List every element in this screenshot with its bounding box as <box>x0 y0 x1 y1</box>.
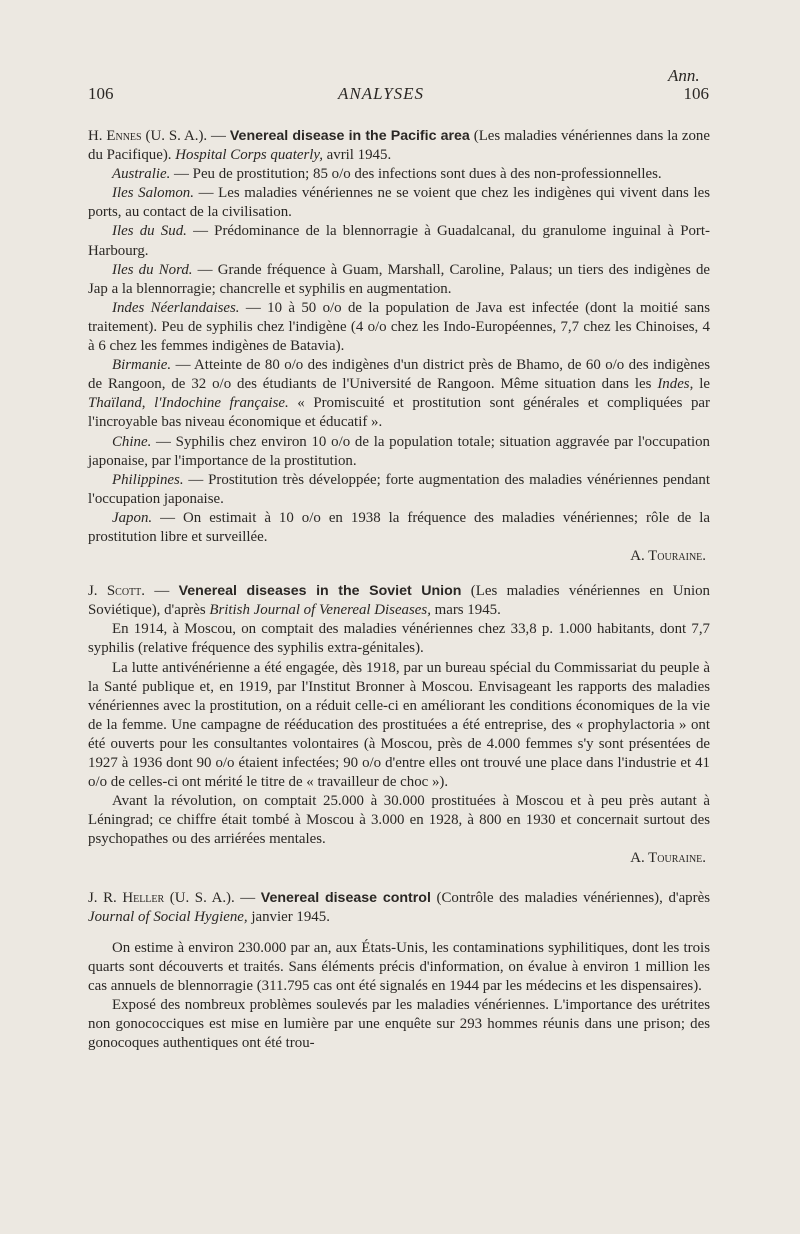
signature: A. Touraine. <box>630 548 706 565</box>
paragraph: Japon. — On estimait à 10 o/o en 1938 la fréquence des maladies vénériennes; rôle de la prostitution libre et surveillée. <box>88 509 710 545</box>
running-header <box>88 84 709 106</box>
page-number-right: 106 <box>683 84 709 103</box>
paragraph: Avant la révolution, on comptait 25.000 à 30.000 prostituées à Moscou et à peu près autant à Léningrad; ce chiffre était tombé à Moscou à 3.000 en 1928, à 800 en 1930 et concernait surtout des psychopathes ou des arriérées mentales. <box>88 793 710 848</box>
article-heading: J. R. Heller (U. S. A.). — Venereal disease control (Contrôle des maladies vénériennes), d'après Journal of Social Hygiene, janvier 1945. <box>88 889 710 925</box>
article-heading: J. Scott. — Venereal diseases in the Soviet Union (Les maladies vénériennes en Union Soviétique), d'après British Journal of Venereal Diseases, mars 1945. <box>88 583 711 619</box>
paragraph: Iles Salomon. — Les maladies vénériennes ne se voient que chez les indigènes qui vivent dans les ports, au contact de la civilisation. <box>88 185 711 221</box>
article-source: Hospital Corps quaterly, <box>175 147 323 164</box>
paragraph: Indes Néerlandaises. — 10 à 50 o/o de la population de Java est infectée (dont la moitié sans traitement). Peu de syphilis chez l'indigène (4 o/o chez les Indo-Européennes, 7,7 chez les Chinoises, 4 à 6 chez les femmes indigènes de Batavia). <box>88 299 710 355</box>
article-author: J. Scott. <box>88 583 145 600</box>
article-source: British Journal of Venereal Diseases, <box>209 602 431 619</box>
article-scott <box>88 582 710 868</box>
article-author: J. R. Heller <box>88 889 165 906</box>
paragraph: Iles du Nord. — Grande fréquence à Guam, Marshall, Caroline, Palaus; un tiers des indigènes de Jap a la blennorragie; chancrelle et syphilis en augmentation. <box>88 261 710 297</box>
annee-marker: Ann. <box>668 66 700 85</box>
paragraph: Chine. — Syphilis chez environ 10 o/o de la population totale; situation aggravée par l'occupation japonaise, par l'importance de la prostitution. <box>88 433 710 469</box>
paragraph: On estime à environ 230.000 par an, aux États-Unis, les contaminations syphilitiques, dont les trois quarts sont découverts et traités. Sans éléments précis d'information, on évalue à environ 1 million les cas annuels de blennorragie (311.795 cas ont été signalés en 1944 par les médecins et les dispensaires). <box>88 939 710 994</box>
article-source: Journal of Social Hygiene, <box>88 908 248 925</box>
paragraph: La lutte antivénérienne a été engagée, dès 1918, par un bureau spécial du Commissariat du peuple à la Santé publique et, en 1919, par l'Institut Bronner à Moscou. Envisageant les rapports des maladies vénériennes avec la prostitution, on a réduit celle-ci en améliorant les conditions économiques de la vie de la femme. Une campagne de rééducation des prostituées a été entreprise, des « prophylactoria » ont été ouverts pour les consultantes volontaires (à Moscou, près de 4.000 femmes s'y sont présentées de 1927 à 1936 dont 90 o/o étaient infectées; 90 o/o d'entre elles ont trouvé une place dans l'industrie et 41 o/o de celles-ci ont mérité le titre de « travailleur de choc »). <box>88 659 710 791</box>
article-ennes <box>88 127 710 566</box>
article-title: Venereal diseases in the Soviet Union <box>178 583 462 600</box>
article-author: H. Ennes <box>88 128 142 144</box>
page-number-left: 106 <box>88 84 114 103</box>
paragraph: Australie. — Peu de prostitution; 85 o/o des infections sont dues à des non-professionnelles. <box>112 166 662 183</box>
paragraph: Iles du Sud. — Prédominance de la blennorragie à Guadalcanal, du granulome inguinal à Port-Harbourg. <box>88 223 710 259</box>
paragraph: Philippines. — Prostitution très développée; forte augmentation des maladies vénériennes pendant l'occupation japonaise. <box>88 471 710 507</box>
paragraph: Exposé des nombreux problèmes soulevés par les maladies vénériennes. L'importance des urétrites non gonococciques est mise en lumière par une enquête sur 293 hommes réunis dans une prison; des gonocoques authentiques ont été trou- <box>88 997 710 1052</box>
article-heading: H. Ennes (U. S. A.). — Venereal disease in the Pacific area (Les maladies vénériennes dans la zone du Pacifique). Hospital Corps quaterly, avril 1945. <box>88 128 710 164</box>
article-title: Venereal disease control <box>260 889 431 906</box>
paragraph: En 1914, à Moscou, on comptait des maladies vénériennes chez 33,8 p. 1.000 habitants, dont 7,7 syphilis (relative fréquence des syphilis extra-génitales). <box>88 621 710 657</box>
running-title: ANALYSES <box>338 84 425 103</box>
paragraph: Birmanie. — Atteinte de 80 o/o des indigènes d'un district près de Bhamo, de 60 o/o des indigènes de Rangoon, de 32 o/o des étudiants de l'Université de Rangoon. Même situation dans les Indes, le Thaïland, l'Indochine française. « Promiscuité et prostitution sont générales et compliquées par l'incroyable bas niveau économique et éducatif ». <box>88 357 710 431</box>
signature: A. Touraine. <box>630 850 706 867</box>
article-title: Venereal disease in the Pacific area <box>229 128 470 144</box>
page-body <box>88 127 710 1069</box>
article-heller <box>88 889 710 1054</box>
